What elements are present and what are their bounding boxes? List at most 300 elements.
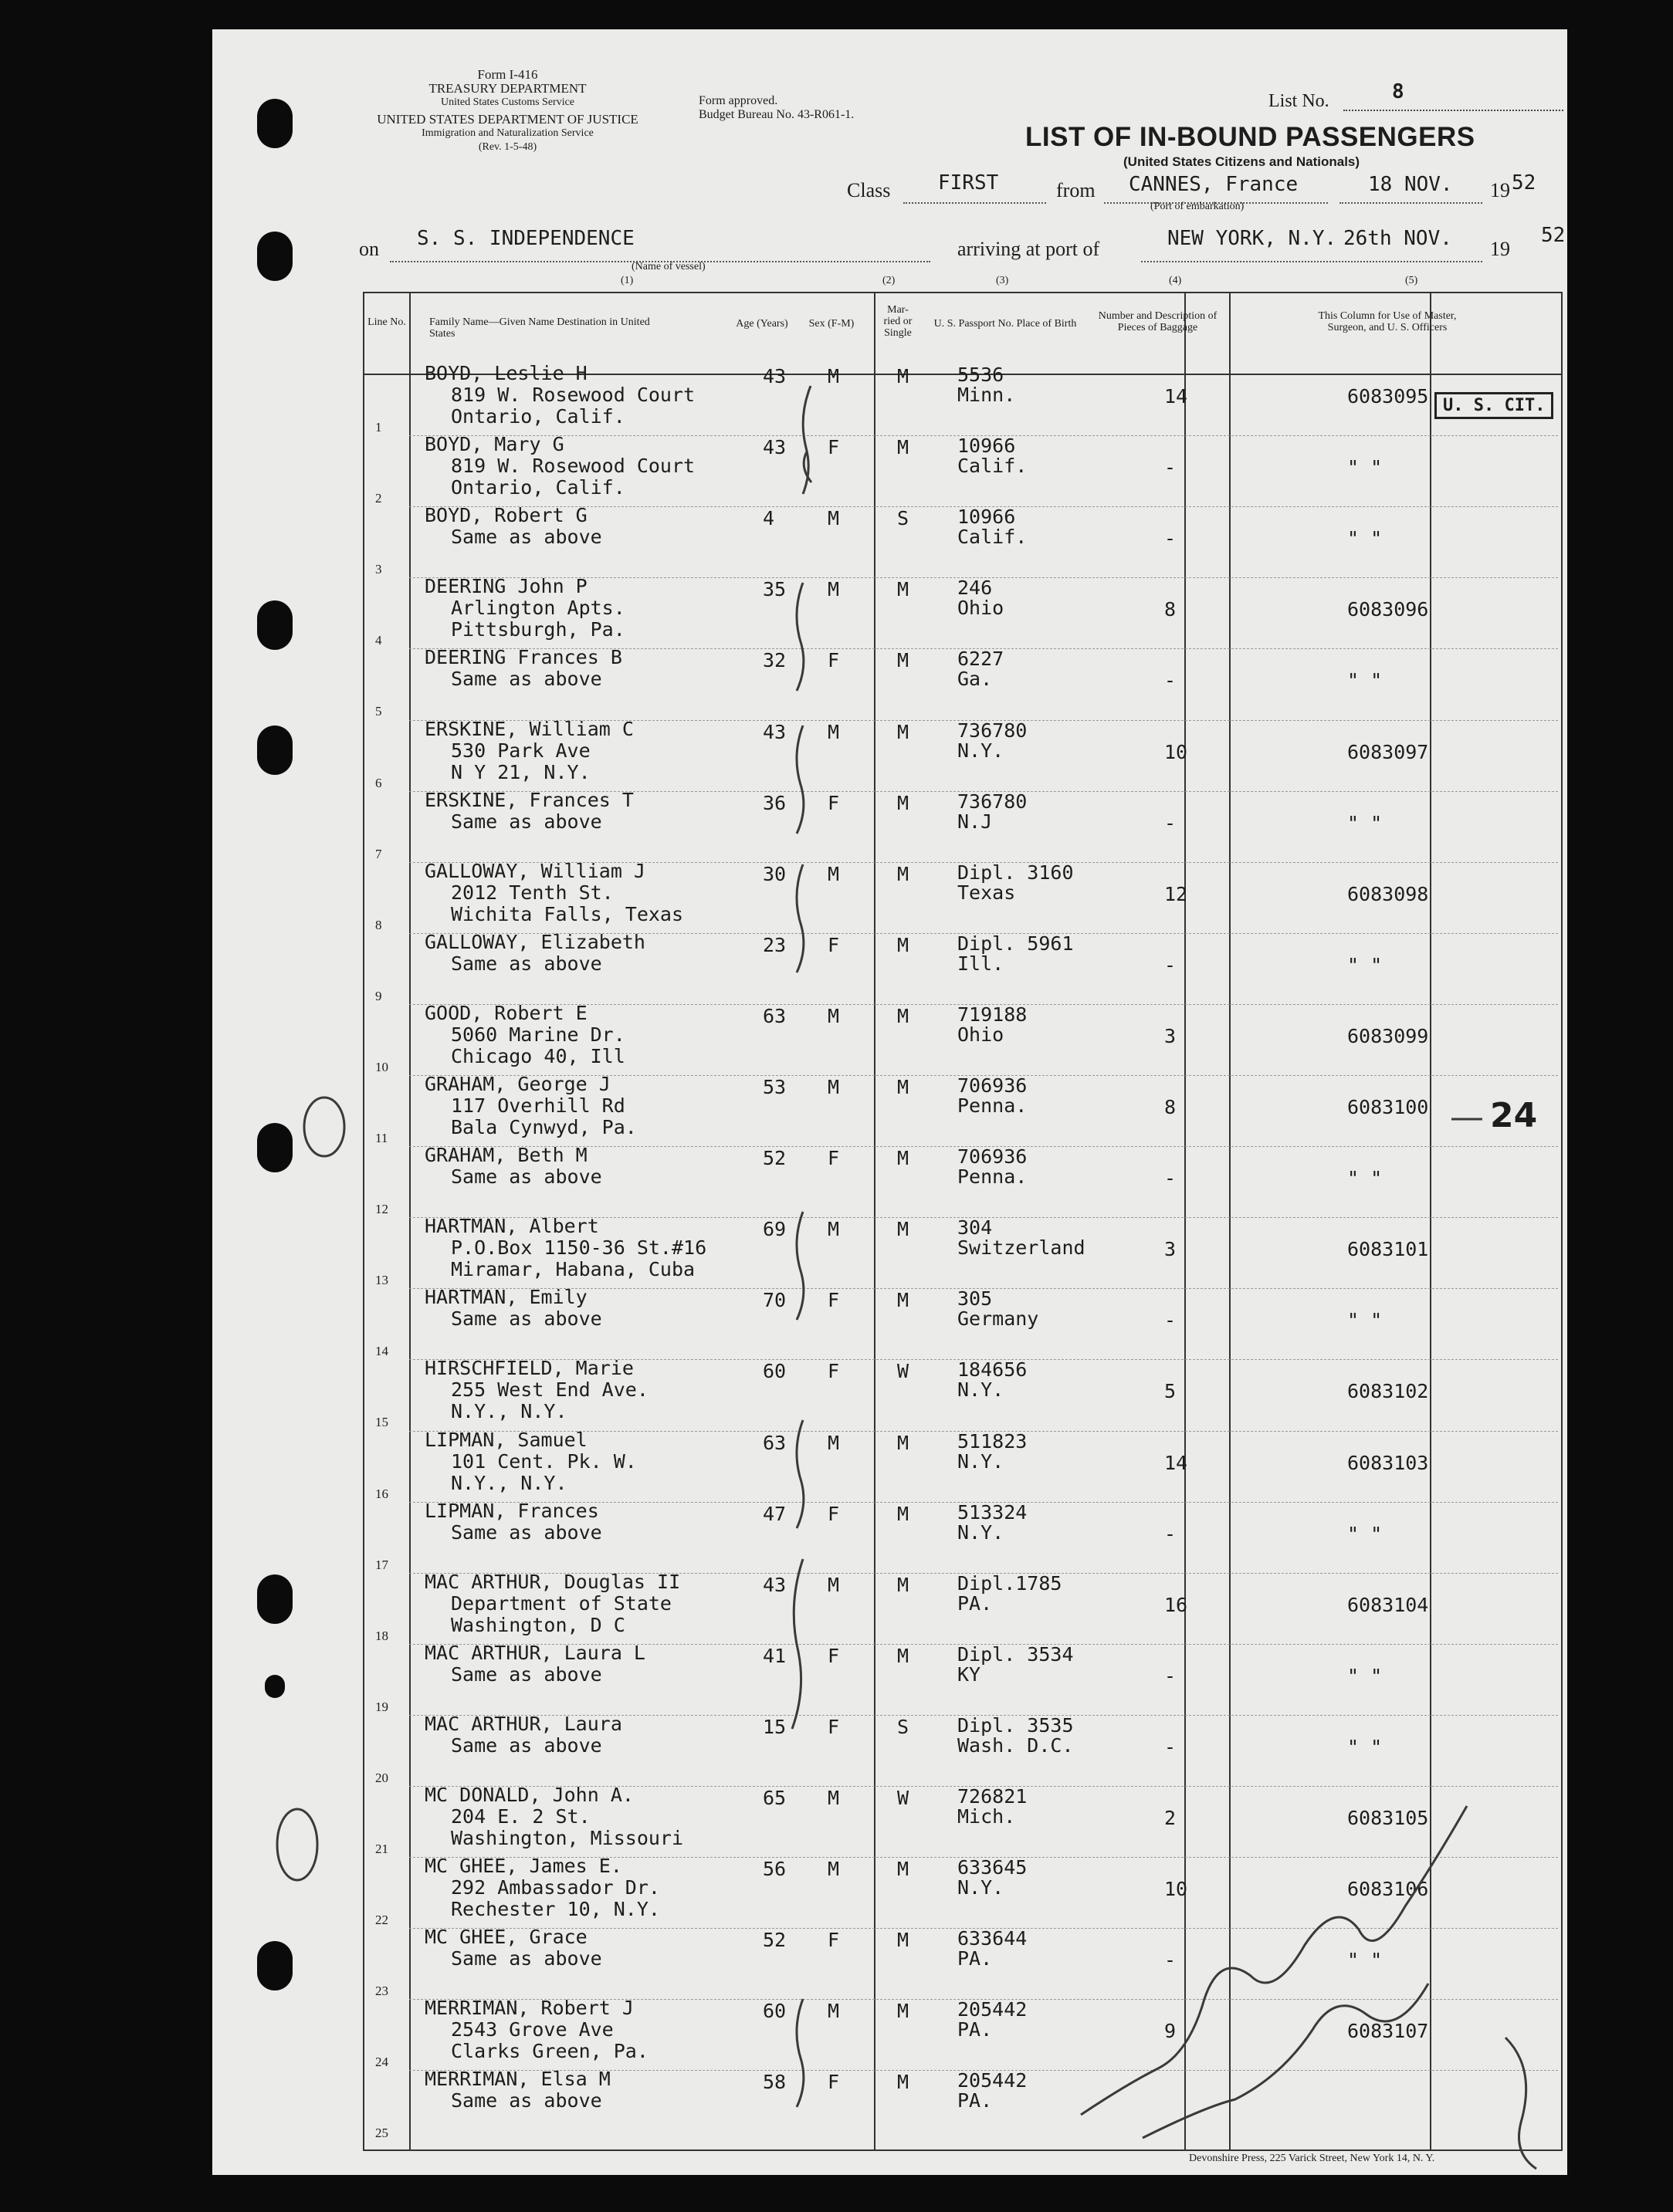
passport-no: 513324 bbox=[957, 1500, 1028, 1524]
baggage-count: - bbox=[1164, 953, 1177, 976]
age: 32 bbox=[763, 649, 787, 672]
age: 47 bbox=[763, 1502, 787, 1525]
customs-service: United States Customs Service bbox=[440, 96, 575, 108]
marital-status: M bbox=[897, 1502, 909, 1525]
age: 43 bbox=[763, 436, 787, 459]
place-of-birth: Mich. bbox=[957, 1805, 1016, 1828]
passport-no: 719188 bbox=[957, 1003, 1028, 1026]
age: 69 bbox=[763, 1218, 787, 1241]
age: 23 bbox=[763, 933, 787, 956]
place-of-birth: N.Y. bbox=[957, 1378, 1004, 1402]
passenger-name: MAC ARTHUR, Laura L bbox=[425, 1641, 645, 1664]
col-ref-2: (2) bbox=[882, 275, 896, 286]
age: 63 bbox=[763, 1431, 787, 1454]
place-of-birth: Penna. bbox=[957, 1165, 1028, 1189]
age: 52 bbox=[763, 1929, 787, 1952]
address-line-1: Same as above bbox=[451, 668, 602, 691]
place-of-birth: Ohio bbox=[957, 1023, 1004, 1046]
passport-no: Dipl. 3160 bbox=[957, 861, 1074, 884]
marital-status: M bbox=[897, 1289, 909, 1312]
officer-tag: " " bbox=[1347, 811, 1383, 834]
address-line-2: N Y 21, N.Y. bbox=[451, 760, 591, 783]
passenger-name: HARTMAN, Albert bbox=[425, 1215, 599, 1238]
marital-status: M bbox=[897, 1147, 909, 1170]
page-subtitle: (United States Citizens and Nationals) bbox=[1123, 154, 1360, 169]
arrival-date: 26th NOV. bbox=[1343, 227, 1452, 250]
address-line-2: Chicago 40, Ill bbox=[451, 1044, 625, 1067]
passport-no: 246 bbox=[957, 577, 993, 600]
baggage-count: 8 bbox=[1164, 1096, 1177, 1118]
officer-tag: 6083097 bbox=[1347, 740, 1429, 763]
address-line-1: 5060 Marine Dr. bbox=[451, 1023, 625, 1046]
col-ref-1: (1) bbox=[621, 275, 634, 286]
age: 35 bbox=[763, 578, 787, 601]
age: 30 bbox=[763, 862, 787, 885]
passenger-name: BOYD, Mary G bbox=[425, 433, 564, 456]
address-line-1: Same as above bbox=[451, 810, 602, 833]
year-prefix: 19 bbox=[1490, 179, 1510, 201]
passenger-name: DEERING Frances B bbox=[425, 646, 622, 669]
passenger-name: ERSKINE, Frances T bbox=[425, 788, 634, 811]
baggage-count: - bbox=[1164, 1522, 1177, 1545]
sex: M bbox=[828, 720, 840, 743]
age: 15 bbox=[763, 1715, 787, 1738]
form-approved: Form approved. bbox=[699, 94, 778, 107]
passenger-name: MAC ARTHUR, Laura bbox=[425, 1712, 622, 1735]
line-number: 10 bbox=[375, 1059, 388, 1074]
passenger-name: GALLOWAY, Elizabeth bbox=[425, 930, 645, 953]
header-baggage: Number and Description of Pieces of Baggage bbox=[1098, 310, 1217, 333]
line-number: 7 bbox=[375, 846, 382, 861]
officer-tag: 6083096 bbox=[1347, 598, 1429, 621]
officer-tag: " " bbox=[1347, 1522, 1383, 1545]
passport-no: Dipl. 3534 bbox=[957, 1642, 1074, 1666]
place-of-birth: N.Y. bbox=[957, 739, 1004, 762]
line-number: 21 bbox=[375, 1842, 388, 1856]
passport-no: 706936 bbox=[957, 1145, 1028, 1169]
list-no-value: 8 bbox=[1392, 80, 1404, 103]
passenger-name: ERSKINE, William C bbox=[425, 717, 634, 740]
justice-dept: UNITED STATES DEPARTMENT OF JUSTICE bbox=[377, 112, 638, 127]
officer-tag: " " bbox=[1347, 1167, 1383, 1190]
officer-tag: " " bbox=[1347, 456, 1383, 479]
age: 43 bbox=[763, 365, 787, 387]
line-number: 8 bbox=[375, 917, 382, 932]
class-value: FIRST bbox=[938, 171, 999, 194]
marital-status: M bbox=[897, 1858, 909, 1881]
address-line-2: Ontario, Calif. bbox=[451, 405, 625, 428]
officer-tag: 6083102 bbox=[1347, 1380, 1429, 1403]
baggage-count: - bbox=[1164, 527, 1177, 550]
list-no-label: List No. bbox=[1268, 91, 1329, 111]
line-number: 19 bbox=[375, 1699, 388, 1714]
baggage-count: 16 bbox=[1164, 1593, 1188, 1616]
hand-count: 24 bbox=[1490, 1096, 1538, 1135]
place-of-birth: Texas bbox=[957, 881, 1016, 904]
marital-status: W bbox=[897, 1360, 909, 1383]
passport-no: 706936 bbox=[957, 1074, 1028, 1097]
line-number: 1 bbox=[375, 420, 382, 435]
sex: F bbox=[828, 1289, 840, 1312]
vessel-caption: (Name of vessel) bbox=[632, 261, 706, 272]
passport-no: 633645 bbox=[957, 1856, 1028, 1879]
line-number: 5 bbox=[375, 704, 382, 719]
place-of-birth: PA. bbox=[957, 1947, 993, 1970]
sex: F bbox=[828, 933, 840, 956]
place-of-birth: KY bbox=[957, 1662, 981, 1686]
sex: F bbox=[828, 1644, 840, 1667]
sex: F bbox=[828, 649, 840, 672]
place-of-birth: Calif. bbox=[957, 526, 1028, 549]
baggage-count: 9 bbox=[1164, 2020, 1177, 2043]
marital-status: M bbox=[897, 1929, 909, 1952]
passenger-name: BOYD, Robert G bbox=[425, 504, 588, 527]
passenger-name: LIPMAN, Samuel bbox=[425, 1428, 588, 1451]
sex: F bbox=[828, 436, 840, 459]
age: 56 bbox=[763, 1858, 787, 1881]
address-line-1: Same as above bbox=[451, 1947, 602, 1970]
vessel-name: S. S. INDEPENDENCE bbox=[417, 227, 635, 250]
address-line-1: 819 W. Rosewood Court bbox=[451, 455, 696, 478]
address-line-2: Washington, Missouri bbox=[451, 1827, 684, 1849]
arriving-label: arriving at port of bbox=[957, 238, 1100, 260]
line-number: 15 bbox=[375, 1415, 388, 1430]
sex: M bbox=[828, 1004, 840, 1027]
sex: M bbox=[828, 1858, 840, 1881]
on-label: on bbox=[359, 238, 379, 260]
address-line-1: Same as above bbox=[451, 1733, 602, 1757]
budget-bureau: Budget Bureau No. 43-R061-1. bbox=[699, 108, 855, 121]
age: 52 bbox=[763, 1147, 787, 1170]
passenger-name: MERRIMAN, Elsa M bbox=[425, 2068, 611, 2091]
marital-status: M bbox=[897, 1431, 909, 1454]
address-line-1: Department of State bbox=[451, 1591, 672, 1615]
place-of-birth: Penna. bbox=[957, 1094, 1028, 1117]
address-line-2: Miramar, Habana, Cuba bbox=[451, 1258, 696, 1281]
sex: F bbox=[828, 1715, 840, 1738]
age: 53 bbox=[763, 1076, 787, 1098]
marital-status: W bbox=[897, 1787, 909, 1809]
passenger-name: MC GHEE, Grace bbox=[425, 1926, 588, 1949]
marital-status: M bbox=[897, 1644, 909, 1667]
place-of-birth: Ga. bbox=[957, 668, 993, 691]
arrival-year: 52 bbox=[1541, 224, 1566, 247]
passport-no: 5536 bbox=[957, 364, 1004, 386]
line-number: 6 bbox=[375, 775, 382, 790]
passport-no: 305 bbox=[957, 1287, 993, 1311]
baggage-count: - bbox=[1164, 456, 1177, 479]
ins-service: Immigration and Naturalization Service bbox=[422, 127, 594, 139]
sex: M bbox=[828, 2000, 840, 2023]
form-number: Form I-416 bbox=[477, 67, 538, 82]
citizen-stamp: U. S. CIT. bbox=[1434, 392, 1553, 419]
age: 60 bbox=[763, 1360, 787, 1383]
passenger-name: MERRIMAN, Robert J bbox=[425, 1997, 634, 2020]
place-of-birth: Calif. bbox=[957, 455, 1028, 478]
passenger-name: HIRSCHFIELD, Marie bbox=[425, 1357, 634, 1380]
passport-no: 205442 bbox=[957, 1998, 1028, 2021]
passenger-name: MC GHEE, James E. bbox=[425, 1855, 622, 1878]
passport-no: 726821 bbox=[957, 1785, 1028, 1808]
line-number: 16 bbox=[375, 1486, 388, 1501]
class-label: Class bbox=[847, 179, 891, 201]
marital-status: M bbox=[897, 720, 909, 743]
marital-status: M bbox=[897, 1218, 909, 1241]
revision: (Rev. 1-5-48) bbox=[478, 141, 537, 153]
place-of-birth: PA. bbox=[957, 2089, 993, 2112]
place-of-birth: PA. bbox=[957, 1591, 993, 1615]
line-number: 20 bbox=[375, 1770, 388, 1785]
line-number: 23 bbox=[375, 1984, 388, 1999]
passport-no: Dipl.1785 bbox=[957, 1571, 1062, 1595]
address-line-2: Bala Cynwyd, Pa. bbox=[451, 1116, 637, 1138]
sex: F bbox=[828, 791, 840, 814]
marital-status: M bbox=[897, 649, 909, 672]
sex: M bbox=[828, 1431, 840, 1454]
officer-tag: " " bbox=[1347, 1664, 1383, 1687]
header-passport: U. S. Passport No. Place of Birth bbox=[933, 318, 1077, 330]
passport-no: 511823 bbox=[957, 1429, 1028, 1453]
address-line-2: Ontario, Calif. bbox=[451, 476, 625, 499]
passport-no: 304 bbox=[957, 1216, 993, 1240]
passenger-name: MAC ARTHUR, Douglas II bbox=[425, 1570, 681, 1593]
officer-tag: 6083099 bbox=[1347, 1024, 1429, 1047]
officer-tag: " " bbox=[1347, 953, 1383, 976]
marital-status: M bbox=[897, 862, 909, 885]
col-ref-5: (5) bbox=[1405, 275, 1418, 286]
line-number: 9 bbox=[375, 988, 382, 1003]
marital-status: M bbox=[897, 933, 909, 956]
line-number: 12 bbox=[375, 1202, 388, 1217]
address-line-2: N.Y., N.Y. bbox=[451, 1400, 567, 1423]
address-line-1: 117 Overhill Rd bbox=[451, 1094, 625, 1117]
address-line-1: 292 Ambassador Dr. bbox=[451, 1876, 660, 1899]
sex: M bbox=[828, 1573, 840, 1596]
sex: M bbox=[828, 578, 840, 601]
sex: M bbox=[828, 365, 840, 387]
place-of-birth: PA. bbox=[957, 2018, 993, 2041]
officer-tag: " " bbox=[1347, 1949, 1383, 1972]
place-of-birth: Ill. bbox=[957, 952, 1004, 975]
passenger-name: GRAHAM, George J bbox=[425, 1073, 611, 1095]
header-age: Age (Years) bbox=[736, 318, 788, 330]
age: 63 bbox=[763, 1004, 787, 1027]
address-line-1: Same as above bbox=[451, 952, 602, 975]
officer-tag: 6083100 bbox=[1347, 1096, 1429, 1118]
address-line-1: 530 Park Ave bbox=[451, 739, 591, 762]
passenger-name: GALLOWAY, William J bbox=[425, 859, 645, 882]
sex: F bbox=[828, 1360, 840, 1383]
marital-status: M bbox=[897, 1076, 909, 1098]
line-number: 22 bbox=[375, 1913, 388, 1928]
passport-no: Dipl. 5961 bbox=[957, 932, 1074, 955]
address-line-2: Pittsburgh, Pa. bbox=[451, 618, 625, 641]
passport-no: 10966 bbox=[957, 506, 1016, 529]
passport-no: 736780 bbox=[957, 719, 1028, 742]
baggage-count: 5 bbox=[1164, 1380, 1177, 1403]
age: 43 bbox=[763, 720, 787, 743]
baggage-count: - bbox=[1164, 1167, 1177, 1190]
address-line-1: Arlington Apts. bbox=[451, 597, 625, 620]
baggage-count: - bbox=[1164, 1664, 1177, 1687]
sex: M bbox=[828, 1076, 840, 1098]
marital-status: M bbox=[897, 2071, 909, 2094]
passport-no: 205442 bbox=[957, 2069, 1028, 2092]
line-number: 11 bbox=[375, 1131, 388, 1145]
marital-status: M bbox=[897, 2000, 909, 2023]
line-number: 4 bbox=[375, 633, 382, 648]
header-sex: Sex (F-M) bbox=[808, 318, 855, 330]
depart-year: 52 bbox=[1512, 171, 1536, 194]
marital-status: M bbox=[897, 1004, 909, 1027]
officer-tag: 6083095 bbox=[1347, 385, 1429, 408]
passport-no: 184656 bbox=[957, 1358, 1028, 1382]
baggage-count: - bbox=[1164, 1735, 1177, 1758]
sex: F bbox=[828, 1929, 840, 1952]
address-line-1: Same as above bbox=[451, 526, 602, 549]
passenger-name: HARTMAN, Emily bbox=[425, 1286, 588, 1309]
age: 65 bbox=[763, 1787, 787, 1809]
line-number: 14 bbox=[375, 1344, 388, 1359]
baggage-count: 14 bbox=[1164, 1451, 1188, 1474]
age: 41 bbox=[763, 1644, 787, 1667]
treasury-dept: TREASURY DEPARTMENT bbox=[428, 81, 587, 96]
embark-port: CANNES, France bbox=[1129, 173, 1299, 196]
passenger-name: GRAHAM, Beth M bbox=[425, 1144, 588, 1167]
passenger-name: BOYD, Leslie H bbox=[425, 362, 588, 384]
baggage-count: - bbox=[1164, 669, 1177, 692]
place-of-birth: Germany bbox=[957, 1307, 1039, 1331]
address-line-2: Rechester 10, N.Y. bbox=[451, 1898, 660, 1921]
passenger-name: LIPMAN, Frances bbox=[425, 1499, 599, 1522]
marital-status: M bbox=[897, 1573, 909, 1596]
officer-tag: 6083107 bbox=[1347, 2020, 1429, 2043]
sex: M bbox=[828, 1218, 840, 1241]
address-line-1: Same as above bbox=[451, 1307, 602, 1331]
baggage-count: 12 bbox=[1164, 882, 1188, 905]
header-line-no: Line No. bbox=[367, 316, 406, 328]
officer-tag: " " bbox=[1347, 669, 1383, 692]
address-line-1: Same as above bbox=[451, 1520, 602, 1544]
line-number: 18 bbox=[375, 1628, 388, 1643]
sex: F bbox=[828, 1502, 840, 1525]
line-number: 25 bbox=[375, 2126, 388, 2141]
line-number: 3 bbox=[375, 562, 382, 577]
place-of-birth: N.Y. bbox=[957, 1449, 1004, 1473]
officer-tag: 6083106 bbox=[1347, 1878, 1429, 1901]
header-officers: This Column for Use of Master, Surgeon, and U. S. Officers bbox=[1318, 310, 1457, 333]
baggage-count: 3 bbox=[1164, 1238, 1177, 1261]
baggage-count: 10 bbox=[1164, 740, 1188, 763]
page-title: LIST OF IN-BOUND PASSENGERS bbox=[1025, 122, 1475, 152]
baggage-count: - bbox=[1164, 811, 1177, 834]
place-of-birth: Switzerland bbox=[957, 1236, 1085, 1260]
address-line-1: Same as above bbox=[451, 1662, 602, 1686]
sex: M bbox=[828, 1787, 840, 1809]
printer-imprint: Devonshire Press, 225 Varick Street, New York 14, N. Y. bbox=[1189, 2153, 1435, 2164]
sex: M bbox=[828, 862, 840, 885]
line-number: 13 bbox=[375, 1273, 388, 1288]
address-line-1: 101 Cent. Pk. W. bbox=[451, 1449, 637, 1473]
port-caption: (Port of embarkation) bbox=[1150, 201, 1245, 212]
arrival-port: NEW YORK, N.Y. bbox=[1167, 227, 1337, 250]
baggage-count: 8 bbox=[1164, 598, 1177, 621]
age: 43 bbox=[763, 1573, 787, 1596]
marital-status: S bbox=[897, 507, 909, 530]
address-line-1: 204 E. 2 St. bbox=[451, 1805, 591, 1828]
age: 60 bbox=[763, 2000, 787, 2023]
address-line-2: N.Y., N.Y. bbox=[451, 1471, 567, 1494]
sex: F bbox=[828, 1147, 840, 1170]
place-of-birth: N.Y. bbox=[957, 1876, 1004, 1899]
line-number: 2 bbox=[375, 491, 382, 506]
passport-no: 633644 bbox=[957, 1927, 1028, 1950]
address-line-1: 819 W. Rosewood Court bbox=[451, 384, 696, 406]
baggage-count: 10 bbox=[1164, 1878, 1188, 1901]
address-line-2: Clarks Green, Pa. bbox=[451, 2040, 649, 2063]
officer-tag: " " bbox=[1347, 1309, 1383, 1332]
address-line-1: 2012 Tenth St. bbox=[451, 881, 614, 904]
marital-status: M bbox=[897, 365, 909, 387]
passport-no: Dipl. 3535 bbox=[957, 1713, 1074, 1737]
age: 4 bbox=[763, 507, 775, 530]
officer-tag: " " bbox=[1347, 1735, 1383, 1758]
place-of-birth: Wash. D.C. bbox=[957, 1733, 1074, 1757]
marital-status: S bbox=[897, 1715, 909, 1738]
marital-status: M bbox=[897, 436, 909, 459]
address-line-1: 255 West End Ave. bbox=[451, 1378, 649, 1402]
age: 58 bbox=[763, 2071, 787, 2094]
sex: F bbox=[828, 2071, 840, 2094]
passenger-name: GOOD, Robert E bbox=[425, 1001, 588, 1024]
passenger-name: MC DONALD, John A. bbox=[425, 1784, 634, 1806]
passport-no: 6227 bbox=[957, 648, 1004, 671]
officer-tag: 6083101 bbox=[1347, 1238, 1429, 1261]
address-line-1: Same as above bbox=[451, 1165, 602, 1189]
age: 70 bbox=[763, 1289, 787, 1312]
place-of-birth: N.J bbox=[957, 810, 993, 833]
age: 36 bbox=[763, 791, 787, 814]
col-ref-3: (3) bbox=[996, 275, 1009, 286]
passport-no: 736780 bbox=[957, 790, 1028, 813]
baggage-count: - bbox=[1164, 1309, 1177, 1332]
from-label: from bbox=[1056, 179, 1096, 201]
place-of-birth: Ohio bbox=[957, 597, 1004, 620]
address-line-2: Washington, D C bbox=[451, 1613, 625, 1636]
address-line-2: Wichita Falls, Texas bbox=[451, 902, 684, 925]
place-of-birth: Minn. bbox=[957, 384, 1016, 406]
line-number: 17 bbox=[375, 1557, 388, 1572]
baggage-count: 2 bbox=[1164, 1807, 1177, 1829]
address-line-1: Same as above bbox=[451, 2089, 602, 2112]
depart-date: 18 NOV. bbox=[1368, 173, 1453, 196]
address-line-1: 2543 Grove Ave bbox=[451, 2018, 614, 2041]
officer-tag: 6083098 bbox=[1347, 882, 1429, 905]
line-number: 24 bbox=[375, 2055, 388, 2070]
passport-no: 10966 bbox=[957, 435, 1016, 458]
officer-tag: 6083104 bbox=[1347, 1593, 1429, 1616]
officer-tag: 6083105 bbox=[1347, 1807, 1429, 1829]
marital-status: M bbox=[897, 791, 909, 814]
officer-tag: 6083103 bbox=[1347, 1451, 1429, 1474]
baggage-count: - bbox=[1164, 1949, 1177, 1972]
marital-status: M bbox=[897, 578, 909, 601]
baggage-count: 14 bbox=[1164, 385, 1188, 408]
passenger-name: DEERING John P bbox=[425, 575, 588, 598]
place-of-birth: N.Y. bbox=[957, 1520, 1004, 1544]
year-prefix-2: 19 bbox=[1490, 238, 1510, 260]
baggage-count: 3 bbox=[1164, 1024, 1177, 1047]
